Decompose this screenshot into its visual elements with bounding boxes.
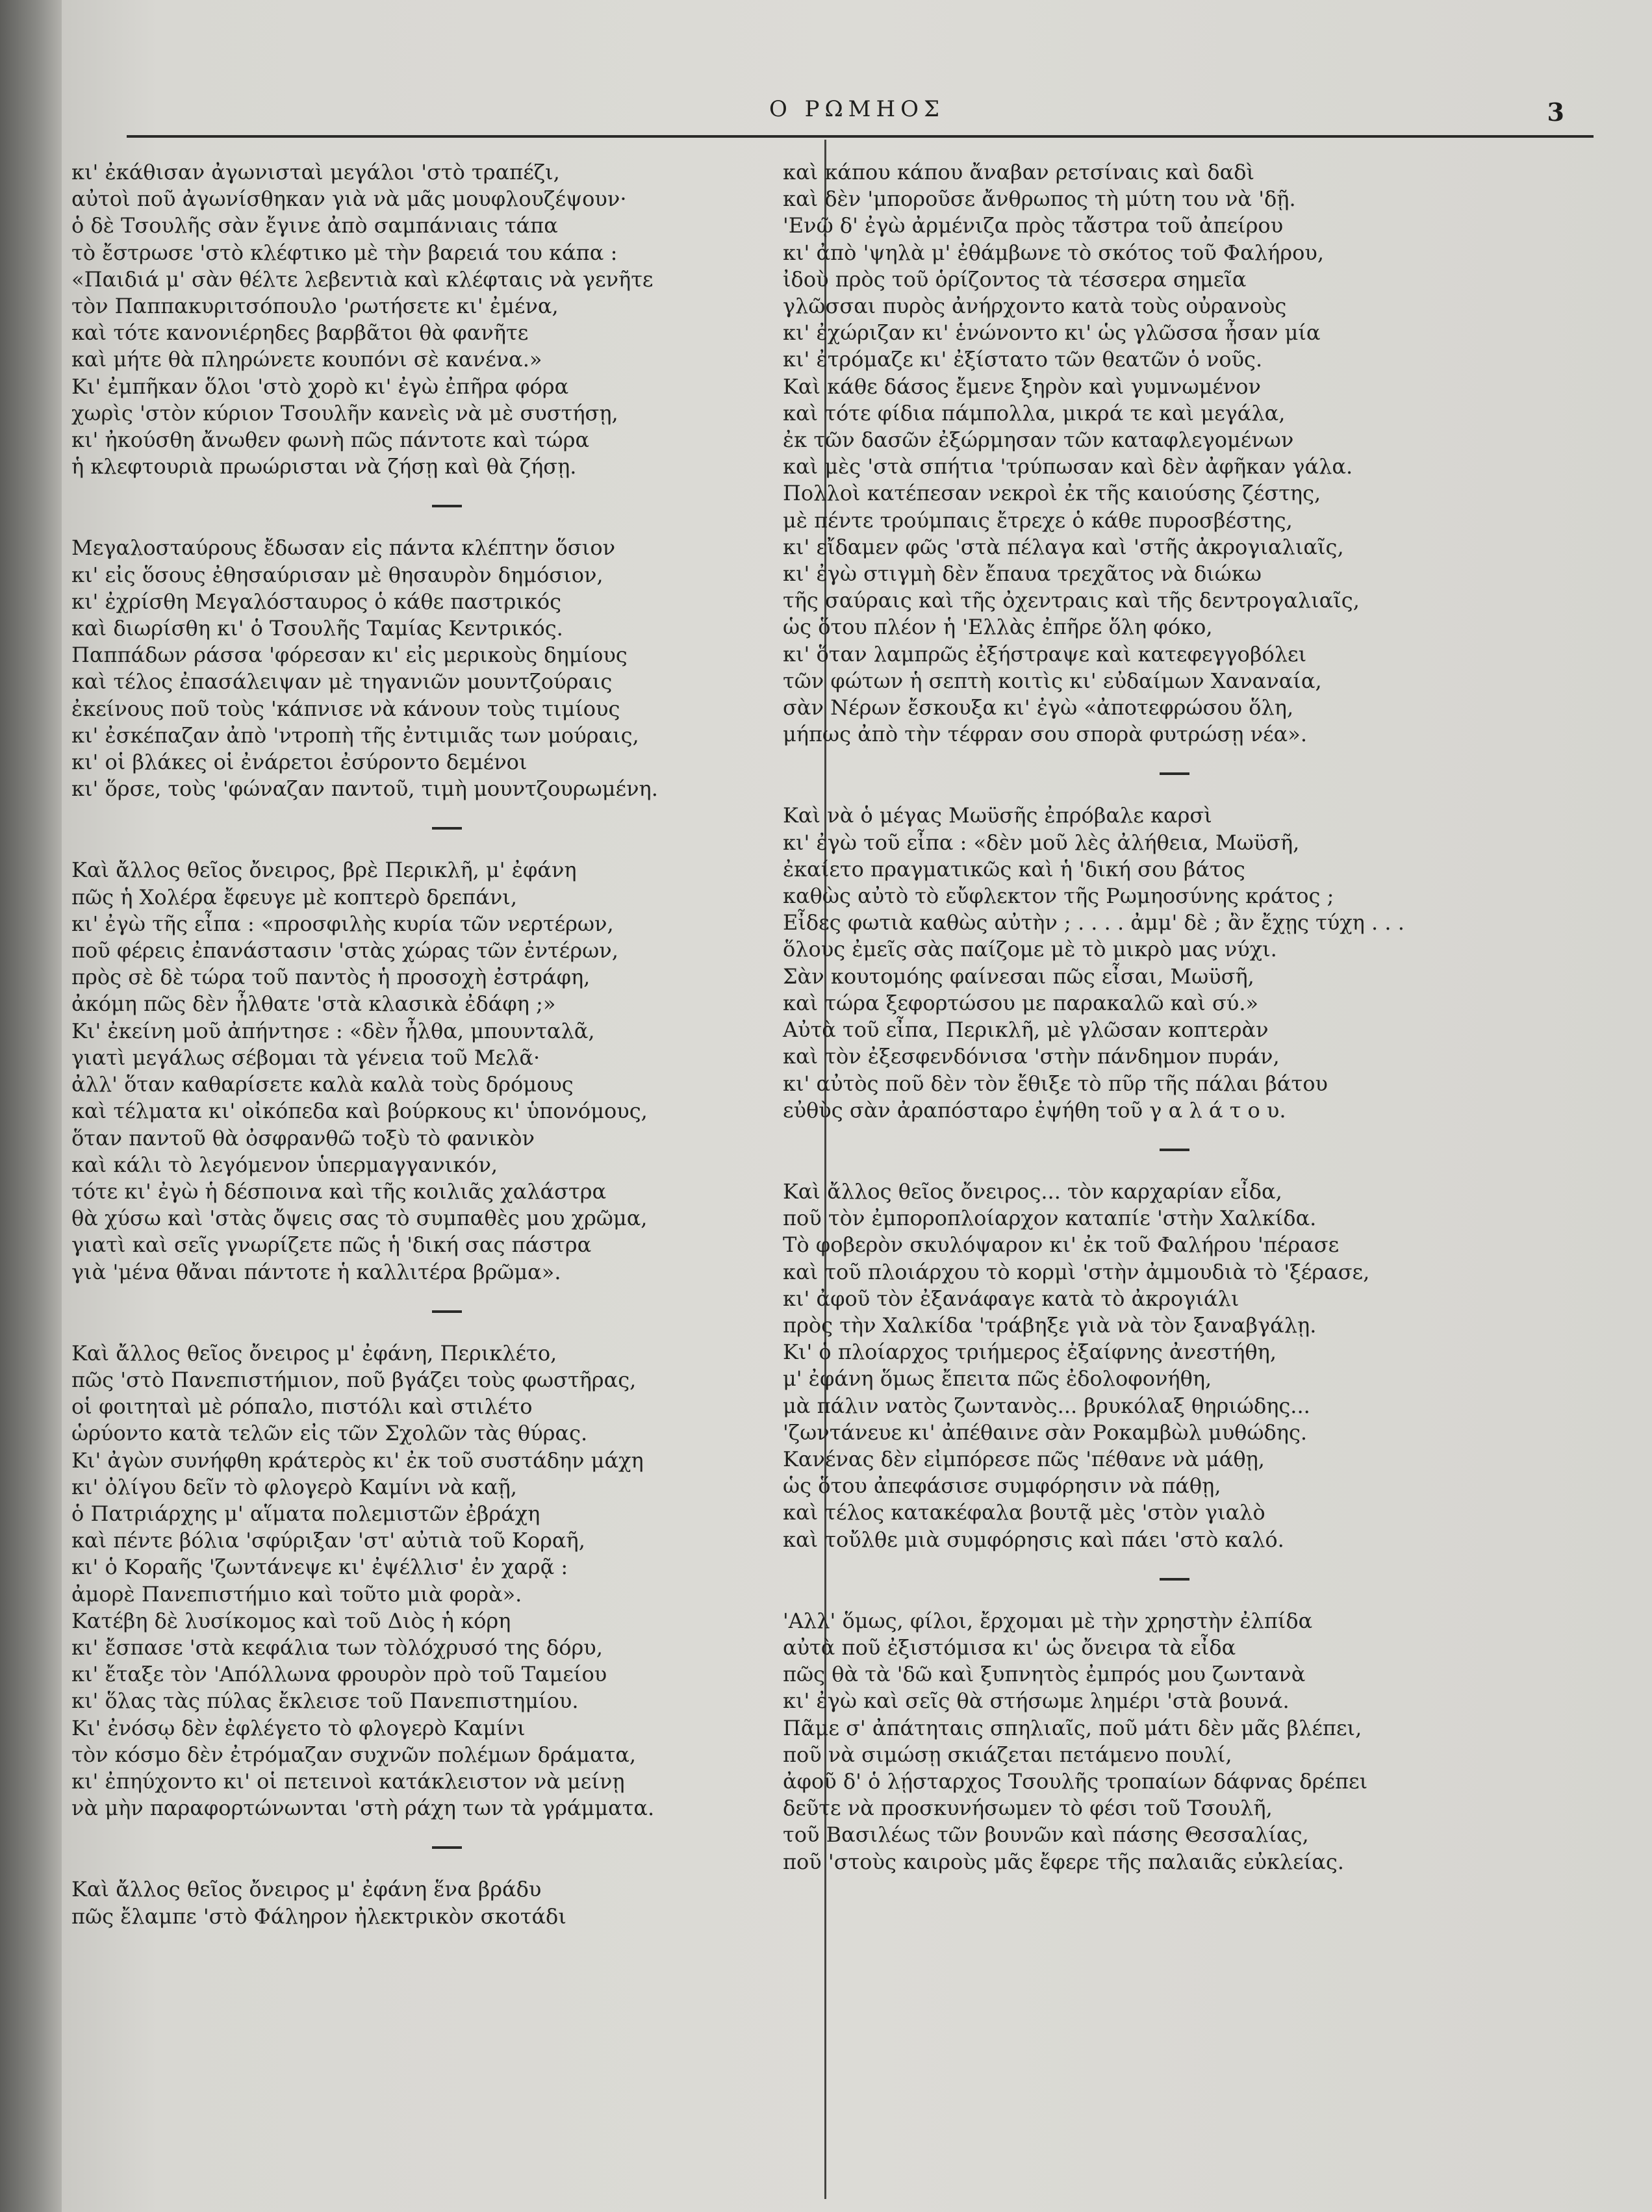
poem-line: Καὶ ἄλλος θεῖος ὄνειρος μ' ἐφάνη ἕνα βράδυ <box>71 1877 542 1902</box>
poem-line: ἐκαίετο πραγματικῶς καὶ ἡ 'δική σου βάτος <box>783 856 1245 882</box>
poem-line: κι' ὅλας τὰς πύλας ἔκλεισε τοῦ Πανεπιστημίου. <box>71 1688 579 1714</box>
poem-line: καὶ τότε φίδια πάμπολλα, μικρά τε καὶ μεγάλα, <box>783 400 1286 426</box>
poem-line: Κι' ἐνόσῳ δὲν ἐφλέγετο τὸ φλογερὸ Καμίνι <box>71 1715 526 1740</box>
poem-line: κι' ἔταξε τὸν 'Απόλλωνα φρουρὸν πρὸ τοῦ Ταμείου <box>71 1662 607 1687</box>
poem-line: 'Αλλ' ὅμως, φίλοι, ἔρχομαι μὲ τὴν χρηστὴν ἐλπίδα <box>783 1608 1313 1633</box>
poem-line: καὶ τέλματα κι' οἰκόπεδα καὶ βούρκους κι' ὑπονόμους, <box>71 1099 648 1124</box>
poem-line: κι' ἐχώριζαν κι' ἑνώνοντο κι' ὡς γλῶσσα ἦσαν μία <box>783 320 1321 346</box>
poem-line: κι' ἔσπασε 'στὰ κεφάλια των τὸλόχρυσό της δόρυ, <box>71 1634 603 1660</box>
poem-line: καὶ κάλι τὸ λεγόμενον ὑπερμαγγανικόν, <box>71 1152 498 1177</box>
poem-line: τῶν φώτων ἡ σεπτὴ κοιτὶς κι' εὐδαίμων Χαναναία, <box>783 668 1322 693</box>
poem-line: Κι' ἀγὼν συνήφθη κράτερὸς κι' ἐκ τοῦ συστάδην μάχη <box>71 1447 644 1473</box>
poem-line: πῶς θὰ τὰ 'δῶ καὶ ξυπνητὸς ἐμπρός μου ζωντανὰ <box>783 1662 1306 1687</box>
poem-line: κι' αὐτὸς ποῦ δὲν τὸν ἔθιξε τὸ πῦρ τῆς πάλαι βάτου <box>783 1071 1328 1096</box>
poem-line: Καὶ ἄλλος θεῖος ὄνειρος μ' ἐφάνη, Περικλέτο, <box>71 1340 557 1366</box>
poem-line: ὡρύοντο κατὰ τελῶν εἰς τῶν Σχολῶν τὰς θύρας. <box>71 1421 588 1446</box>
poem-line: γλῶσσαι πυρὸς ἀνήρχοντο κατὰ τοὺς οὐρανοὺς <box>783 294 1287 319</box>
poem-line: σὰν Νέρων ἔσκουξα κι' ἐγὼ «ἀποτεφρώσου ὅλη, <box>783 695 1294 720</box>
poem-line: καὶ τέλος ἐπασάλειψαν μὲ τηγανιῶν μουντζούραις <box>71 669 613 694</box>
poem-line: ὡς ὅτου πλέον ἡ 'Ελλὰς ἐπῆρε ὅλη φόκο, <box>783 615 1213 640</box>
poem-line: ἰδοὺ πρὸς τοῦ ὁρίζοντος τὰ τέσσερα σημεῖα <box>783 266 1247 292</box>
poem-line: Κανένας δὲν εἰμπόρεσε πῶς 'πέθανε νὰ μάθῃ, <box>783 1446 1265 1471</box>
poem-line: μ' ἐφάνη ὅμως ἔπειτα πῶς ἐδολοφονήθη, <box>783 1366 1212 1392</box>
poem-line: κι' ἐγὼ στιγμὴ δὲν ἔπαυα τρεχᾶτος νὰ διώκω <box>783 561 1262 587</box>
poem-line: «Παιδιά μ' σὰν θέλτε λεβεντιὰ καὶ κλέφταις νὰ γενῆτε <box>71 266 654 292</box>
poem-line: ὡς ὅτου ἀπεφάσισε συμφόρησιν νὰ πάθῃ, <box>783 1473 1221 1499</box>
poem-line: καὶ τὸν ἐξεσφενδόνισα 'στὴν πάνδημον πυράν, <box>783 1044 1280 1069</box>
poem-line: Καὶ κάθε δάσος ἔμενε ξηρὸν καὶ γυμνωμένον <box>783 374 1261 399</box>
poem-line: γιατὶ καὶ σεῖς γνωρίζετε πῶς ἡ 'δική σας πάστρα <box>71 1232 592 1258</box>
poem-line: Καὶ νὰ ὁ μέγας Μωϋσῆς ἐπρόβαλε καρσὶ <box>783 803 1212 828</box>
stanza-separator <box>71 802 747 857</box>
poem-line: τὸ ἔστρωσε 'στὸ κλέφτικο μὲ τὴν βαρειά του κάπα : <box>71 240 618 265</box>
poem-stanza <box>71 535 747 802</box>
poem-line: τότε κι' ἐγὼ ἡ δέσποινα καὶ τῆς κοιλιᾶς χαλάστρα <box>71 1178 607 1204</box>
poem-stanza <box>783 1178 1556 1553</box>
poem-stanza <box>71 159 747 480</box>
poem-line: 'Ενῷ δ' ἐγὼ ἀρμένιζα πρὸς τἄστρα τοῦ ἀπείρου <box>783 213 1284 238</box>
poem-line: αὐτοὶ ποῦ ἀγωνίσθηκαν γιὰ νὰ μᾶς μουφλουζέψουν· <box>71 186 627 212</box>
poem-stanza <box>71 1340 747 1822</box>
poem-line: ποῦ φέρεις ἐπανάστασιν 'στὰς χώρας τῶν ἐντέρων, <box>71 938 618 963</box>
poem-line: ὅλους ἐμεῖς σὰς παίζομε μὲ τὸ μικρὸ μας νύχι. <box>783 937 1277 962</box>
poem-line: καὶ πέντε βόλια 'σφύριξαν 'στ' αὐτιὰ τοῦ Κοραῆ, <box>71 1528 585 1553</box>
poem-stanza <box>783 1608 1556 1875</box>
poem-line: κι' ἠκούσθη ἄνωθεν φωνὴ πῶς πάντοτε καὶ τώρα <box>71 427 590 453</box>
poem-line: Κι' ὁ πλοίαρχος τριήμερος ἐξαίφνης ἀνεστήθη, <box>783 1340 1277 1365</box>
poem-line: καὶ τότε κανονιέρηδες βαρβᾶτοι θὰ φανῆτε <box>71 320 529 346</box>
poem-line: ὁ δὲ Τσουλῆς σὰν ἔγινε ἀπὸ σαμπάνιαις τάπα <box>71 213 558 238</box>
poem-line: κι' εἰς ὅσους ἐθησαύρισαν μὲ θησαυρὸν δημόσιον, <box>71 562 604 587</box>
poem-line: κι' εἴδαμεν φῶς 'στὰ πέλαγα καὶ 'στῆς ἀκρογιαλιαῖς, <box>783 534 1344 559</box>
book-gutter <box>0 0 62 2212</box>
poem-line: πῶς 'στὸ Πανεπιστήμιον, ποῦ βγάζει τοὺς φωστῆρας, <box>71 1367 637 1392</box>
poem-line: τῆς σαύραις καὶ τῆς ὀχεντραις καὶ τῆς δεντρογαλιαῖς, <box>783 588 1360 613</box>
poem-line: Καὶ ἄλλος θεῖος ὄνειρος, βρὲ Περικλῆ, μ' ἐφάνη <box>71 858 577 883</box>
stanza-separator <box>71 1286 747 1340</box>
poem-line: νὰ μὴν παραφορτώνωνται 'στὴ ράχη των τὰ γράμματα. <box>71 1796 655 1821</box>
poem-line: θὰ χύσω καὶ 'στὰς ὄψεις σας τὸ συμπαθὲς μου χρῶμα, <box>71 1206 648 1231</box>
poem-line: κι' ὅρσε, τοὺς 'φώναζαν παντοῦ, τιμὴ μουντζουρωμένη. <box>71 776 658 802</box>
poem-line: κι' ἀπὸ 'ψηλὰ μ' ἐθάμβωνε τὸ σκότος τοῦ Φαλήρου, <box>783 240 1325 265</box>
masthead-title: Ο ΡΩΜΗΟΣ <box>769 96 945 122</box>
poem-line: ἀλλ' ὅταν καθαρίσετε καλὰ καλὰ τοὺς δρόμους <box>71 1072 574 1097</box>
poem-line: δεῦτε νὰ προσκυνήσωμεν τὸ φέσι τοῦ Τσουλῆ, <box>783 1796 1273 1821</box>
poem-line: πρὸς σὲ δὲ τώρα τοῦ παντὸς ἡ προσοχὴ ἐστράφη, <box>71 965 591 990</box>
stanza-separator <box>71 480 747 535</box>
poem-line: Καὶ ἄλλος θεῖος ὄνειρος... τὸν καρχαρίαν εἶδα, <box>783 1178 1282 1204</box>
poem-line: γιατὶ μεγάλως σέβομαι τὰ γένεια τοῦ Μελᾶ· <box>71 1045 540 1070</box>
poem-line: ἡ κλεφτουριὰ πρωώρισται νὰ ζήσῃ καὶ θὰ ζήσῃ. <box>71 454 577 479</box>
poem-line: τοῦ Βασιλέως τῶν βουνῶν καὶ πάσης Θεσσαλίας, <box>783 1822 1309 1848</box>
poem-line: οἱ φοιτηταὶ μὲ ρόπαλο, πιστόλι καὶ στιλέτο <box>71 1394 533 1419</box>
poem-line: κι' ἐγὼ τοῦ εἶπα : «δὲν μοῦ λὲς ἀλήθεια, Μωϋσῆ, <box>783 830 1300 855</box>
poem-line: Μεγαλοσταύρους ἔδωσαν εἰς πάντα κλέπτην ὅσιον <box>71 535 616 561</box>
poem-line: γιὰ 'μένα θἄναι πάντοτε ἡ καλλιτέρα βρῶμα». <box>71 1259 561 1284</box>
poem-line: κι' ὀλίγου δεῖν τὸ φλογερὸ Καμίνι νὰ καῇ, <box>71 1474 517 1499</box>
poem-line: κι' ἀφοῦ τὸν ἐξανάφαγε κατὰ τὸ ἀκρογιάλι <box>783 1286 1239 1311</box>
poem-line: καθὼς αὐτὸ τὸ εὔφλεκτον τῆς Ρωμηοσύνης κράτος ; <box>783 884 1334 909</box>
stanza-separator <box>71 1822 747 1876</box>
poem-line: Πολλοὶ κατέπεσαν νεκροὶ ἐκ τῆς καιούσης ζέστης, <box>783 481 1321 506</box>
poem-line: πρὸς τὴν Χαλκίδα 'τράβηξε γιὰ νὰ τὸν ξαναβγάλῃ. <box>783 1312 1317 1338</box>
poem-line: ποῦ 'στοὺς καιροὺς μᾶς ἔφερε τῆς παλαιᾶς εὐκλείας. <box>783 1849 1344 1874</box>
poem-line: κι' ὅταν λαμπρῶς ἐξήστραψε καὶ κατεφεγγοβόλει <box>783 641 1307 667</box>
poem-line: κι' οἱ βλάκες οἱ ἐνάρετοι ἐσύροντο δεμένοι <box>71 750 527 775</box>
poem-line: καὶ τοὔλθε μιὰ συμφόρησις καὶ πάει 'στὸ καλό. <box>783 1527 1284 1552</box>
poem-line: τὸν Παππακυριτσόπουλο 'ρωτήσετε κι' ἐμένα, <box>71 294 559 319</box>
poem-line: ἀφοῦ δ' ὁ λῄσταρχος Τσουλῆς τροπαίων δάφνας δρέπει <box>783 1768 1368 1794</box>
poem-line: Κι' ἐμπῆκαν ὅλοι 'στὸ χορὸ κι' ἐγὼ ἐπῆρα φόρα <box>71 374 569 399</box>
poem-stanza <box>71 1876 747 1929</box>
poem-line: καὶ τοῦ πλοιάρχου τὸ κορμὶ 'στὴν ἀμμουδιὰ τὸ 'ξέρασε, <box>783 1259 1370 1284</box>
poem-line: καὶ τέλος κατακέφαλα βουτᾷ μὲς 'στὸν γιαλὸ <box>783 1500 1265 1525</box>
poem-line: ποῦ νὰ σιμώσῃ σκιάζεται πετάμενο πουλί, <box>783 1742 1232 1767</box>
poem-line: κι' ἐγὼ τῆς εἶπα : «προσφιλὴς κυρία τῶν νερτέρων, <box>71 911 614 936</box>
poem-line: εὐθὺς σὰν ἀραπόσταρο ἐψήθη τοῦ γ α λ ά τ ο υ. <box>783 1097 1286 1123</box>
poem-line: Τὸ φοβερὸν σκυλόψαρον κι' ἐκ τοῦ Φαλήρου 'πέρασε <box>783 1232 1340 1258</box>
poem-line: καὶ δὲν 'μποροῦσε ἄνθρωπος τὴ μύτη του νὰ 'δῇ. <box>783 186 1296 212</box>
poem-line: μὰ πάλιν νατὸς ζωντανὸς... βρυκόλαξ θηριώδης... <box>783 1393 1310 1418</box>
header-rule <box>127 135 1594 138</box>
poem-line: αὐτὰ ποῦ ἐξιστόμισα κι' ὡς ὄνειρα τὰ εἶδα <box>783 1634 1236 1660</box>
poem-line: καὶ διωρίσθη κι' ὁ Τσουλῆς Ταμίας Κεντρικός. <box>71 616 563 641</box>
poem-line: ποῦ τὸν ἐμποροπλοίαρχον καταπίε 'στὴν Χαλκίδα. <box>783 1206 1317 1231</box>
poem-line: κι' ἐγὼ καὶ σεῖς θὰ στήσωμε λημέρι 'στὰ βουνά. <box>783 1688 1290 1714</box>
right-column <box>783 159 1556 1875</box>
poem-line: ἐκ τῶν δασῶν ἐξώρμησαν τῶν καταφλεγομένων <box>783 427 1294 453</box>
poem-line: ἀμορὲ Πανεπιστήμιο καὶ τοῦτο μιὰ φορὰ». <box>71 1581 522 1607</box>
poem-line: κι' ὁ Κοραῆς 'ζωντάνεψε κι' ἐψέλλισ' ἐν χαρᾷ : <box>71 1555 568 1580</box>
poem-line: πῶς ἡ Χολέρα ἔφευγε μὲ κοπτερὸ δρεπάνι, <box>71 884 517 909</box>
poem-line: καὶ μήτε θὰ πληρώνετε κουπόνι σὲ κανένα.» <box>71 347 542 372</box>
poem-line: κι' ἐτρόμαζε κι' ἐξίστατο τῶν θεατῶν ὁ νοῦς. <box>783 347 1263 372</box>
poem-line: ἀκόμη πῶς δὲν ἦλθατε 'στὰ κλασικὰ ἐδάφη ;» <box>71 991 556 1017</box>
stanza-separator <box>783 1553 1556 1608</box>
poem-stanza <box>783 802 1556 1123</box>
poem-line: Κι' ἐκείνη μοῦ ἀπήντησε : «δὲν ἦλθα, μπουνταλᾶ, <box>71 1018 595 1043</box>
poem-stanza <box>783 159 1556 748</box>
poem-line: τὸν κόσμο δὲν ἐτρόμαζαν συχνῶν πολέμων δράματα, <box>71 1742 637 1767</box>
poem-line: Πᾶμε σ' ἀπάτηταις σπηλιαῖς, ποῦ μάτι δὲν μᾶς βλέπει, <box>783 1715 1362 1740</box>
poem-line: καὶ κάπου κάπου ἄναβαν ρετσίναις καὶ δαδὶ <box>783 160 1254 184</box>
poem-line: Αὐτὰ τοῦ εἶπα, Περικλῆ, μὲ γλῶσαν κοπτερὰν <box>783 1017 1269 1043</box>
poem-line: ὅταν παντοῦ θὰ ὀσφρανθῶ τοξὺ τὸ φανικὸν <box>71 1125 535 1150</box>
page-number: 3 <box>1547 97 1564 127</box>
poem-line: πῶς ἔλαμπε 'στὸ Φάληρον ἠλεκτρικὸν σκοτάδι <box>71 1903 566 1929</box>
poem-line: Σὰν κουτομόης φαίνεσαι πῶς εἶσαι, Μωϋσῆ, <box>783 963 1254 989</box>
poem-line: Κατέβη δὲ λυσίκομος καὶ τοῦ Διὸς ἡ κόρη <box>71 1608 511 1633</box>
poem-line: χωρὶς 'στὸν κύριον Τσουλῆν κανεὶς νὰ μὲ συστήσῃ, <box>71 400 618 426</box>
poem-line: κι' ἐπηύχοντο κι' οἱ πετεινοὶ κατάκλειστον νὰ μείνῃ <box>71 1768 625 1794</box>
poem-line: καὶ τώρα ξεφορτώσου με παρακαλῶ καὶ σύ.» <box>783 990 1259 1015</box>
poem-line: μὲ πέντε τρούμπαις ἔτρεχε ὁ κάθε πυροσβέστης, <box>783 507 1293 533</box>
poem-line: ὁ Πατριάρχης μ' αἵματα πολεμιστῶν ἐβράχη <box>71 1501 540 1526</box>
poem-line: καὶ μὲς 'στὰ σπήτια 'τρύπωσαν καὶ δὲν ἀφῆκαν γάλα. <box>783 454 1353 479</box>
poem-line: κι' ἐχρίσθη Μεγαλόσταυρος ὁ κάθε παστρικός <box>71 589 562 614</box>
poem-line: μήπως ἀπὸ τὴν τέφραν σου σπορὰ φυτρώσῃ νέα». <box>783 722 1308 747</box>
poem-stanza <box>71 857 747 1285</box>
poem-line: Παππάδων ράσσα 'φόρεσαν κι' εἰς μερικοὺς δημίους <box>71 642 628 668</box>
poem-line: Εἶδες φωτιὰ καθὼς αὐτὴν ; . . . . ἀμμ' δὲ ; ἂν ἔχῃς τύχη . . . <box>783 910 1404 935</box>
stanza-separator <box>783 1124 1556 1178</box>
poem-line: κι' ἐκάθισαν ἀγωνισταὶ μεγάλοι 'στὸ τραπέζι, <box>71 160 560 184</box>
stanza-separator <box>783 748 1556 802</box>
left-column <box>71 159 747 1930</box>
poem-line: 'ζωντάνευε κι' ἀπέθαινε σὰν Ροκαμβὼλ μυθώδης. <box>783 1419 1308 1445</box>
poem-line: ἐκείνους ποῦ τοὺς 'κάπνισε νὰ κάνουν τοὺς τιμίους <box>71 696 620 721</box>
poem-line: κι' ἐσκέπαζαν ἀπὸ 'ντροπὴ τῆς ἐντιμιᾶς των μούραις, <box>71 722 639 748</box>
